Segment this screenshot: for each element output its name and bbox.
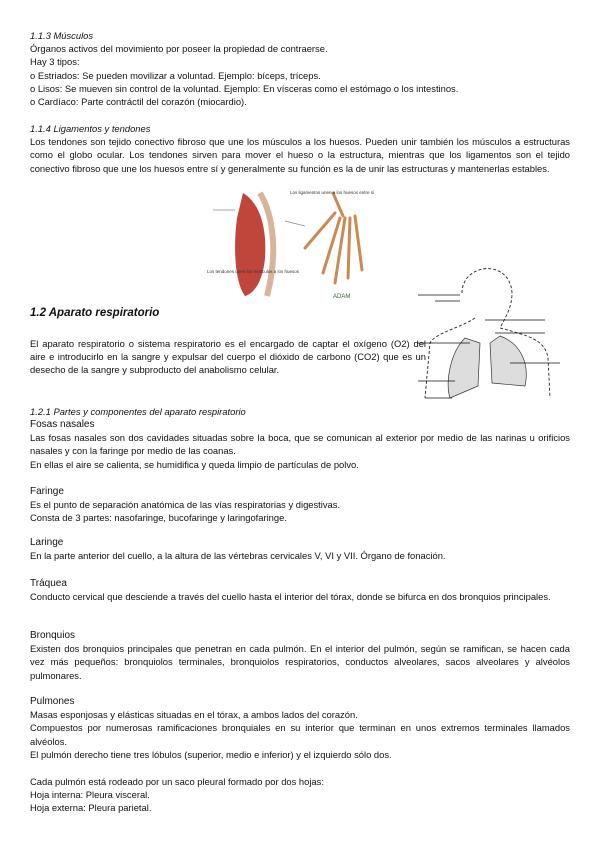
subheading: Bronquios	[30, 630, 76, 641]
section-musculos	[30, 29, 570, 108]
paragraph: El aparato respiratorio o sistema respiratorio es el encargado de captar el oxígeno (O2) del aire e introducirlo en la sangre y expulsar del cuerpo el dióxido de carbono (CO2) que es un desecho de la sangre y subproducto del anabolismo celular.	[30, 338, 426, 376]
section-bronquios	[30, 629, 570, 682]
text-line: Compuestos por numerosas ramificaciones bronquiales en su interior que terminan en unos extremos terminales llamados alvéolos.	[30, 722, 570, 747]
section-faringe	[30, 485, 570, 525]
text-line: En la parte anterior del cuello, a la altura de las vértebras cervicales V, VI y VII. Órgano de fonación.	[30, 550, 446, 562]
paragraph: Los tendones son tejido conectivo fibroso que une los músculos a los huesos. Pueden unir también los músculos a estructuras como el globo ocular. Los tendones sirven para mover el hueso o la estructura, mientras que los ligamentos son el tejido conectivo fibroso que une los huesos entre sí y generalmente su función es la de unir las estructuras y mantenerlas estables.	[30, 136, 570, 174]
hand-bones	[305, 193, 362, 283]
heading-ligamentos: 1.1.4 Ligamentos y tendones	[30, 123, 151, 134]
text-line: Existen dos bronquios principales que penetran en cada pulmón. En el interior del pulmón, según se ramifican, se hacen cada vez más pequeños: bronquiolos terminales, bronquiolos respiratorios, conductos alveolares, sacos alveolares y alvéolos pulmonares.	[30, 643, 570, 681]
muscle-hand-illustration	[205, 188, 380, 300]
text-line: En ellas el aire se calienta, se humidifica y queda limpio de partículas de polvo.	[30, 458, 359, 470]
section-pleura	[30, 775, 570, 815]
section-traquea	[30, 577, 570, 603]
muscle-shape	[235, 193, 265, 296]
tendon-label: Los tendones unen los músculos a los huesos	[207, 269, 300, 274]
text-line: Conducto cervical que desciende a través del cuello hasta el interior del tórax, donde se bifurca en dos bronquios principales.	[30, 591, 551, 603]
section-partes	[30, 405, 570, 418]
text-line: Consta de 3 partes: nasofaringe, bucofaringe y laringofaringe.	[30, 512, 287, 524]
heading-partes: 1.2.1 Partes y componentes del aparato respiratorio	[30, 406, 246, 417]
subheading: Pulmones	[30, 696, 75, 707]
heading-respiratorio: 1.2 Aparato respiratorio	[30, 307, 160, 319]
section-pulmones	[30, 695, 570, 761]
text-line: Hay 3 tipos:	[30, 56, 80, 68]
heading-musculos: 1.1.3 Músculos	[30, 30, 94, 41]
text-line: o Lisos: Se mueven sin control de la voluntad. Ejemplo: En vísceras como el estómago o los intestinos.	[30, 82, 459, 94]
text-line: o Cardíaco: Parte contráctil del corazón (miocardio).	[30, 96, 247, 108]
text-line: Cada pulmón está rodeado por un saco pleural formado por dos hojas:	[30, 776, 324, 787]
section-laringe	[30, 536, 570, 562]
section-ligamentos	[30, 122, 570, 175]
section-fosas	[30, 418, 570, 471]
text-line: Hoja externa: Pleura parietal.	[30, 802, 152, 814]
subheading: Fosas nasales	[30, 419, 95, 430]
respiratorio-intro	[30, 337, 426, 377]
subheading: Faringe	[30, 486, 64, 497]
subheading: Tráquea	[30, 578, 67, 589]
brand-logo: ADAM	[333, 294, 351, 300]
text-line: Masas esponjosas y elásticas situadas en el tórax, a ambos lados del corazón.	[30, 709, 358, 721]
text-line: El pulmón derecho tiene tres lóbulos (superior, medio e inferior) y el izquierdo sólo dos.	[30, 748, 392, 760]
text-line: Las fosas nasales son dos cavidades situadas sobre la boca, que se comunican al exterior por medio de las narinas u orificios nasales y con la faringe por medio de las coanas.	[30, 432, 570, 457]
subheading: Laringe	[30, 537, 64, 548]
text-line: Hoja interna: Pleura visceral.	[30, 789, 150, 801]
ligament-label: Los ligamentos unen a los huesos entre sí	[290, 190, 375, 195]
text-line: Es el punto de separación anatómica de las vías respiratorias y digestivas.	[30, 499, 341, 511]
text-line: Órganos activos del movimiento por poseer la propiedad de contraerse.	[30, 43, 328, 55]
text-line: o Estriados: Se pueden movilizar a voluntad. Ejemplo: bíceps, tríceps.	[30, 69, 321, 81]
respiratory-system-diagram	[400, 258, 585, 408]
